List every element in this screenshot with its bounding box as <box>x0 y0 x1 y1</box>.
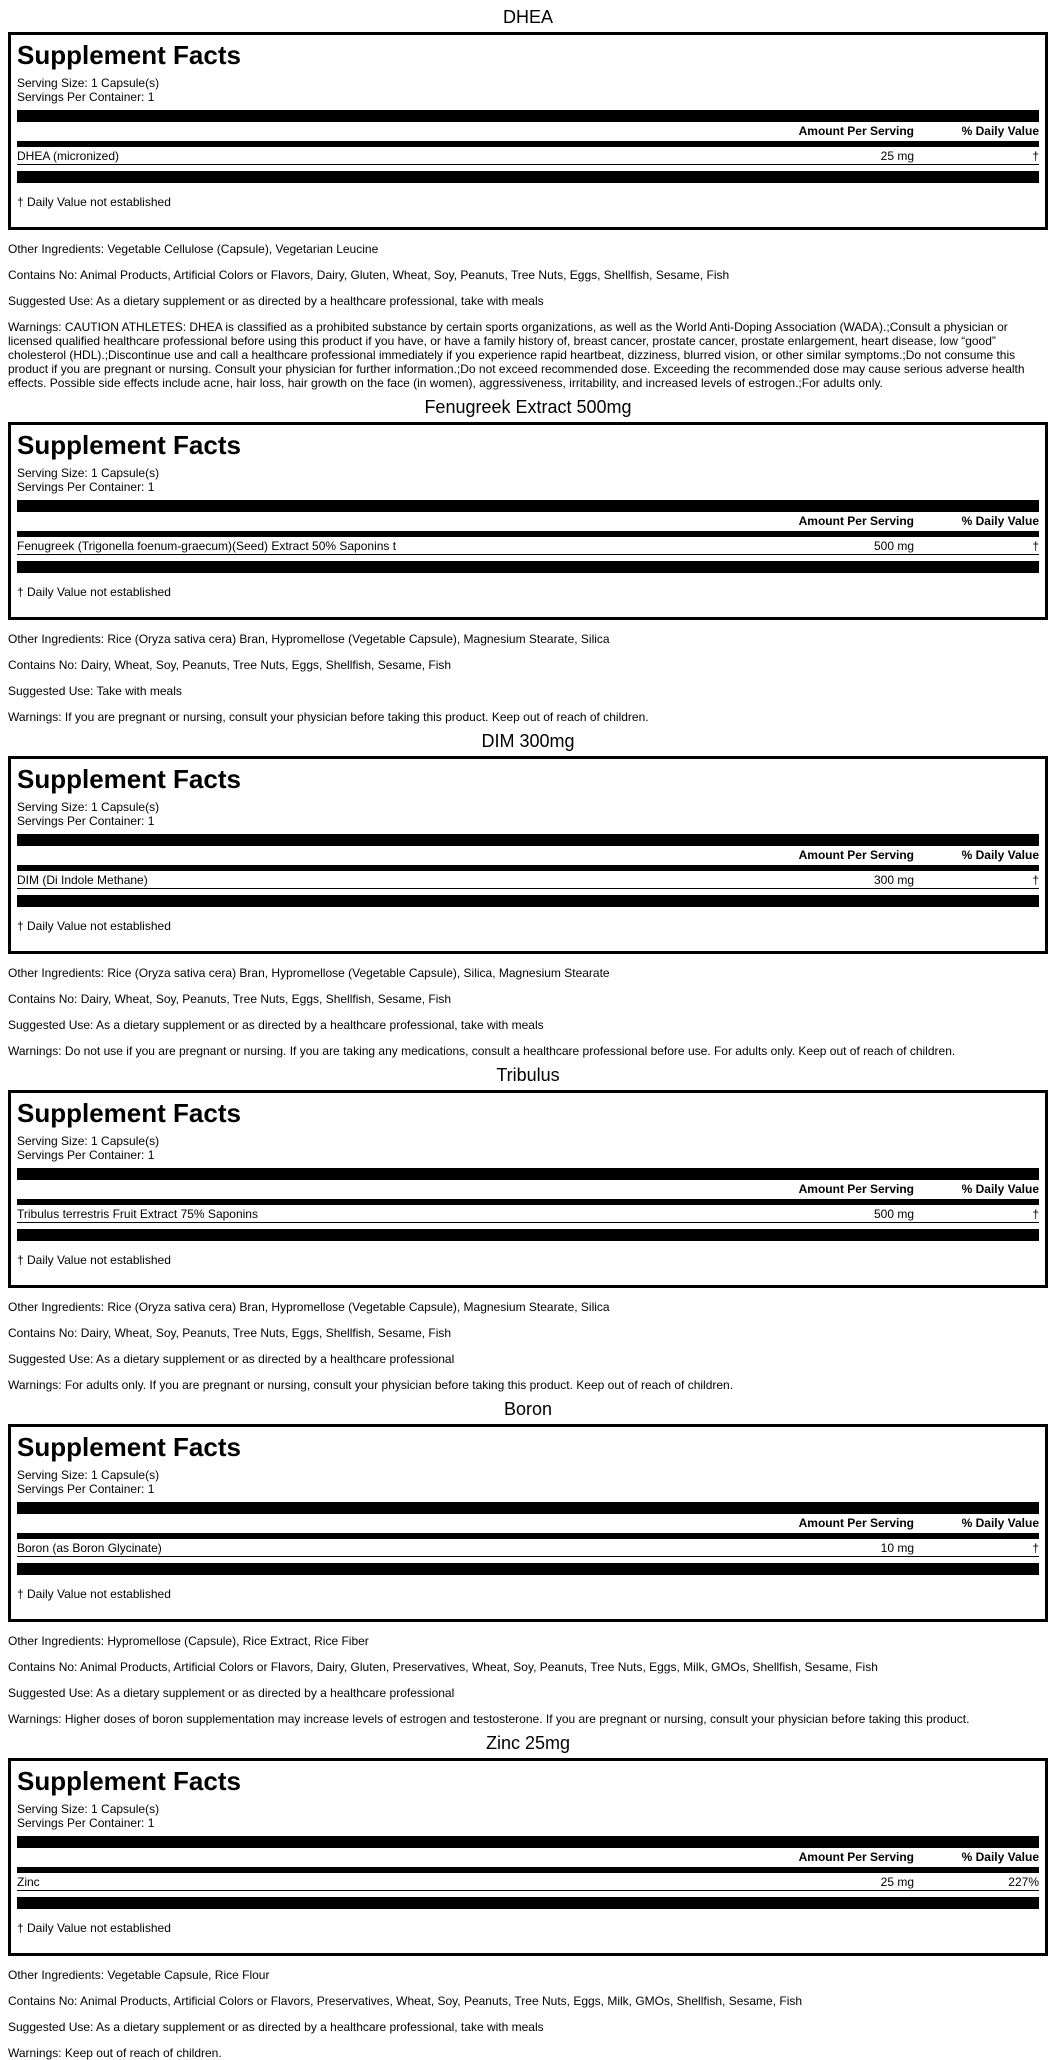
product-section <box>8 1732 1048 2060</box>
product-info <box>8 1634 1048 1726</box>
suggested-use: Suggested Use: As a dietary supplement or as directed by a healthcare professional, take with meals <box>8 294 544 308</box>
nutrient-amount: 10 mg <box>880 1541 914 1555</box>
contains-no: Contains No: Dairy, Wheat, Soy, Peanuts, Tree Nuts, Eggs, Shellfish, Sesame, Fish <box>8 1326 452 1340</box>
servings-per-container: Servings Per Container: 1 <box>17 480 155 494</box>
panel-bottom-spacer <box>17 1935 1039 1947</box>
panel-bottom-spacer <box>17 209 1039 221</box>
facts-heading: Supplement Facts <box>17 430 241 460</box>
daily-value-header: % Daily Value <box>961 1850 1039 1864</box>
table-header <box>17 1182 1039 1199</box>
nutrient-amount: 500 mg <box>873 539 914 553</box>
daily-value-header: % Daily Value <box>961 1182 1039 1196</box>
product-info <box>8 1968 1048 2060</box>
thick-divider <box>17 110 1039 122</box>
daily-value-footnote: † Daily Value not established <box>17 1587 171 1601</box>
nutrient-daily-value: † <box>1032 149 1039 163</box>
supplement-facts-panel <box>8 1090 1048 1288</box>
servings-per-container: Servings Per Container: 1 <box>17 1482 155 1496</box>
thick-divider <box>17 895 1039 907</box>
thick-divider <box>17 1897 1039 1909</box>
thick-divider <box>17 171 1039 183</box>
nutrient-row <box>17 871 1039 889</box>
daily-value-header: % Daily Value <box>961 848 1039 862</box>
panel-bottom-spacer <box>17 599 1039 611</box>
table-header <box>17 124 1039 141</box>
product-section <box>8 730 1048 1058</box>
amount-per-serving-header: Amount Per Serving <box>798 1182 914 1196</box>
other-ingredients: Other Ingredients: Rice (Oryza sativa cera) Bran, Hypromellose (Vegetable Capsule), Silica, Magnesium Stearate <box>8 966 610 980</box>
other-ingredients: Other Ingredients: Rice (Oryza sativa cera) Bran, Hypromellose (Vegetable Capsule), Magnesium Stearate, Silica <box>8 632 610 646</box>
thick-divider <box>17 561 1039 573</box>
contains-no: Contains No: Dairy, Wheat, Soy, Peanuts, Tree Nuts, Eggs, Shellfish, Sesame, Fish <box>8 992 452 1006</box>
daily-value-footnote: † Daily Value not established <box>17 1921 171 1935</box>
serving-size: Serving Size: 1 Capsule(s) <box>17 1134 160 1148</box>
nutrient-amount: 300 mg <box>873 873 914 887</box>
thick-divider <box>17 1229 1039 1241</box>
suggested-use: Suggested Use: As a dietary supplement or as directed by a healthcare professional, take with meals <box>8 1018 544 1032</box>
servings-per-container: Servings Per Container: 1 <box>17 1816 155 1830</box>
nutrient-daily-value: † <box>1032 1207 1039 1221</box>
product-info <box>8 242 1048 390</box>
nutrient-row <box>17 1873 1039 1891</box>
facts-heading: Supplement Facts <box>17 1432 241 1462</box>
nutrient-daily-value: † <box>1032 1541 1039 1555</box>
nutrient-name: Fenugreek (Trigonella foenum-graecum)(Seed) Extract 50% Saponins t <box>17 539 397 553</box>
product-title: Zinc 25mg <box>485 1733 571 1753</box>
nutrient-row <box>17 537 1039 555</box>
nutrient-amount: 25 mg <box>880 149 914 163</box>
nutrient-daily-value: 227% <box>1008 1875 1039 1889</box>
warnings: Warnings: Higher doses of boron supplementation may increase levels of estrogen and testosterone. If you are pregnant or nursing, consult your physician before taking this product. <box>8 1712 970 1726</box>
serving-size: Serving Size: 1 Capsule(s) <box>17 1468 160 1482</box>
other-ingredients: Other Ingredients: Hypromellose (Capsule), Rice Extract, Rice Fiber <box>8 1634 369 1648</box>
daily-value-footnote: † Daily Value not established <box>17 919 171 933</box>
daily-value-header: % Daily Value <box>961 514 1039 528</box>
other-ingredients: Other Ingredients: Rice (Oryza sativa cera) Bran, Hypromellose (Vegetable Capsule), Magnesium Stearate, Silica <box>8 1300 610 1314</box>
amount-per-serving-header: Amount Per Serving <box>798 1516 914 1530</box>
nutrient-name: DIM (Di Indole Methane) <box>17 873 148 887</box>
product-title: DIM 300mg <box>481 731 575 751</box>
product-title: Boron <box>503 1399 553 1419</box>
amount-per-serving-header: Amount Per Serving <box>798 1850 914 1864</box>
contains-no: Contains No: Animal Products, Artificial Colors or Flavors, Dairy, Gluten, Preservatives, Wheat, Soy, Peanuts, Tree Nuts, Eggs, Milk, GMOs, Shellfish, Sesame, Fish <box>8 1660 878 1674</box>
facts-heading: Supplement Facts <box>17 764 241 794</box>
serving-size: Serving Size: 1 Capsule(s) <box>17 76 160 90</box>
suggested-use: Suggested Use: As a dietary supplement or as directed by a healthcare professional <box>8 1352 455 1366</box>
nutrient-row <box>17 1539 1039 1557</box>
thick-divider <box>17 1502 1039 1514</box>
product-section <box>8 1398 1048 1726</box>
amount-per-serving-header: Amount Per Serving <box>798 848 914 862</box>
nutrient-row <box>17 147 1039 165</box>
panel-bottom-spacer <box>17 1601 1039 1613</box>
supplement-document <box>0 6 1056 2060</box>
nutrient-row <box>17 1205 1039 1223</box>
daily-value-header: % Daily Value <box>961 1516 1039 1530</box>
nutrient-amount: 25 mg <box>880 1875 914 1889</box>
product-section <box>8 6 1048 390</box>
product-section <box>8 1064 1048 1392</box>
product-title: Fenugreek Extract 500mg <box>424 397 632 417</box>
warnings: Warnings: Do not use if you are pregnant or nursing. If you are taking any medications, consult a healthcare professional before use. For adults only. Keep out of reach of children. <box>8 1044 956 1058</box>
warnings: Warnings: CAUTION ATHLETES: DHEA is classified as a prohibited substance by certain sports organizations, as well as the World Anti-Doping Association (WADA).;Consult a physician or licensed qualified healthcare professional before using this product if you have, or have a family history of, breast cancer, prostate cancer, prostate enlargement, heart disease, low “good” cholesterol (HDL).;Discontinue use and call a healthcare professional immediately if you experience rapid heartbeat, dizziness, blurred vision, or other similar symptoms.;Do not consume this product if you are pregnant or nursing. Consult your physician for further information.;Do not exceed recommended dose. Exceeding the recommended dose may cause serious adverse health effects. Possible side effects include acne, hair loss, hair growth on the face (in women), aggressiveness, irritability, and increased levels of estrogen.;For adults only. <box>8 320 1025 390</box>
other-ingredients: Other Ingredients: Vegetable Capsule, Rice Flour <box>8 1968 270 1982</box>
facts-heading: Supplement Facts <box>17 1098 241 1128</box>
table-header <box>17 1516 1039 1533</box>
supplement-facts-panel <box>8 1424 1048 1622</box>
servings-per-container: Servings Per Container: 1 <box>17 90 155 104</box>
supplement-facts-panel <box>8 756 1048 954</box>
serving-size: Serving Size: 1 Capsule(s) <box>17 800 160 814</box>
supplement-facts-panel <box>8 1758 1048 1956</box>
warnings: Warnings: Keep out of reach of children. <box>8 2046 222 2060</box>
thick-divider <box>17 500 1039 512</box>
servings-per-container: Servings Per Container: 1 <box>17 814 155 828</box>
contains-no: Contains No: Animal Products, Artificial Colors or Flavors, Preservatives, Wheat, Soy, Peanuts, Tree Nuts, Eggs, Milk, GMOs, Shellfish, Sesame, Fish <box>8 1994 803 2008</box>
warnings: Warnings: If you are pregnant or nursing, consult your physician before taking this product. Keep out of reach of children. <box>8 710 649 724</box>
table-header <box>17 514 1039 531</box>
contains-no: Contains No: Animal Products, Artificial Colors or Flavors, Dairy, Gluten, Wheat, Soy, Peanuts, Tree Nuts, Eggs, Shellfish, Sesame, Fish <box>8 268 730 282</box>
warnings: Warnings: For adults only. If you are pregnant or nursing, consult your physician before taking this product. Keep out of reach of children. <box>8 1378 734 1392</box>
facts-heading: Supplement Facts <box>17 1766 241 1796</box>
thick-divider <box>17 1836 1039 1848</box>
facts-heading: Supplement Facts <box>17 40 241 70</box>
serving-size: Serving Size: 1 Capsule(s) <box>17 466 160 480</box>
supplement-facts-panel <box>8 32 1048 230</box>
panel-bottom-spacer <box>17 1267 1039 1279</box>
thick-divider <box>17 1168 1039 1180</box>
nutrient-daily-value: † <box>1032 873 1039 887</box>
nutrient-name: Zinc <box>17 1875 40 1889</box>
serving-size: Serving Size: 1 Capsule(s) <box>17 1802 160 1816</box>
product-info <box>8 1300 1048 1392</box>
product-title: DHEA <box>502 7 553 27</box>
contains-no: Contains No: Dairy, Wheat, Soy, Peanuts, Tree Nuts, Eggs, Shellfish, Sesame, Fish <box>8 658 452 672</box>
amount-per-serving-header: Amount Per Serving <box>798 124 914 138</box>
daily-value-footnote: † Daily Value not established <box>17 195 171 209</box>
product-info <box>8 632 1048 724</box>
supplement-facts-panel <box>8 422 1048 620</box>
thick-divider <box>17 834 1039 846</box>
panel-bottom-spacer <box>17 933 1039 945</box>
other-ingredients: Other Ingredients: Vegetable Cellulose (Capsule), Vegetarian Leucine <box>8 242 379 256</box>
nutrient-name: Tribulus terrestris Fruit Extract 75% Saponins <box>17 1207 258 1221</box>
daily-value-header: % Daily Value <box>961 124 1039 138</box>
nutrient-amount: 500 mg <box>873 1207 914 1221</box>
nutrient-name: Boron (as Boron Glycinate) <box>17 1541 162 1555</box>
product-info <box>8 966 1048 1058</box>
nutrient-name: DHEA (micronized) <box>17 149 120 163</box>
nutrient-daily-value: † <box>1032 539 1039 553</box>
product-title: Tribulus <box>496 1065 560 1085</box>
amount-per-serving-header: Amount Per Serving <box>798 514 914 528</box>
suggested-use: Suggested Use: As a dietary supplement or as directed by a healthcare professional, take with meals <box>8 2020 544 2034</box>
product-section <box>8 396 1048 724</box>
daily-value-footnote: † Daily Value not established <box>17 585 171 599</box>
suggested-use: Suggested Use: Take with meals <box>8 684 182 698</box>
table-header <box>17 1850 1039 1867</box>
table-header <box>17 848 1039 865</box>
thick-divider <box>17 1563 1039 1575</box>
daily-value-footnote: † Daily Value not established <box>17 1253 171 1267</box>
servings-per-container: Servings Per Container: 1 <box>17 1148 155 1162</box>
suggested-use: Suggested Use: As a dietary supplement or as directed by a healthcare professional <box>8 1686 455 1700</box>
